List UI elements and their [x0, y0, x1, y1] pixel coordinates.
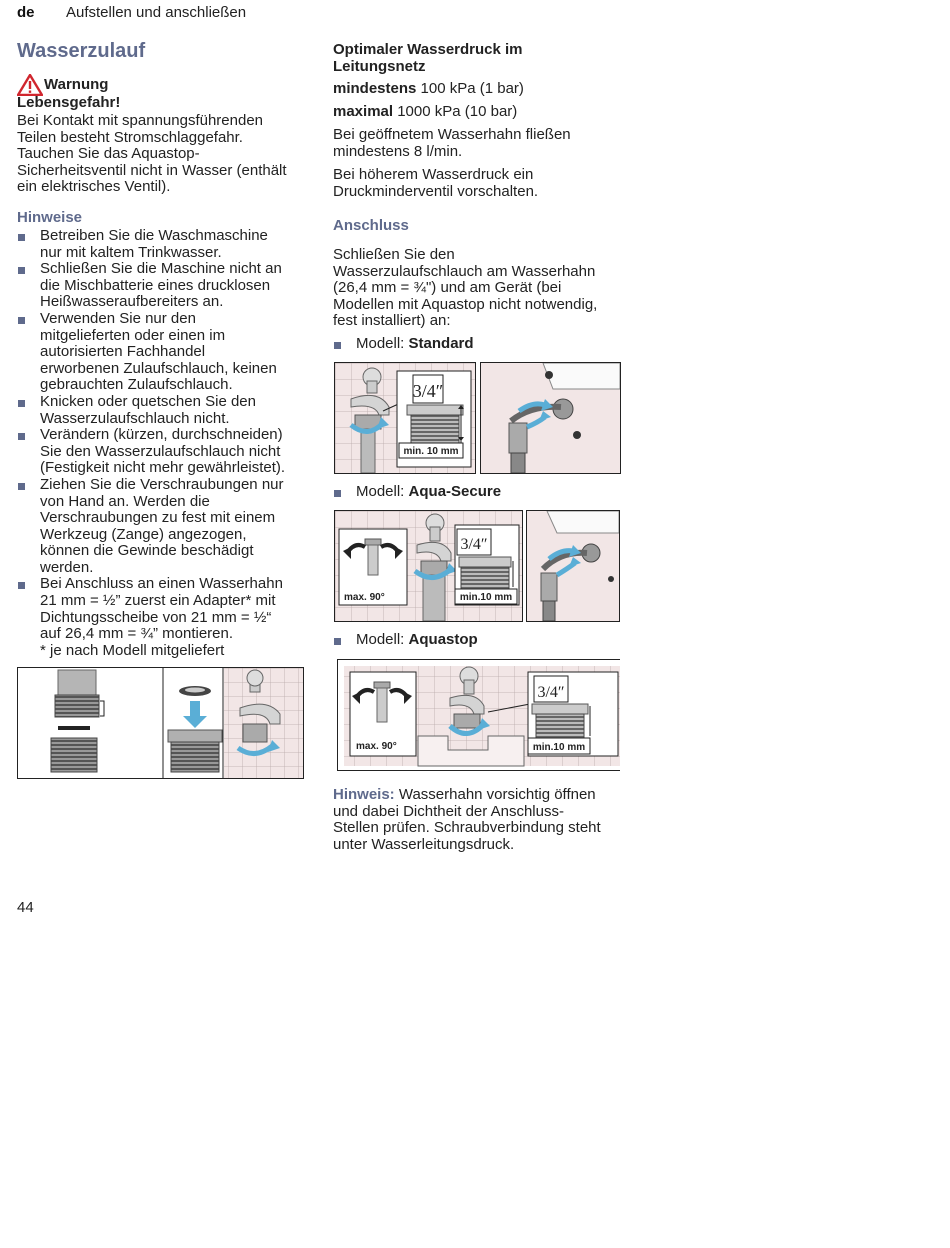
page-title: Wasserzulauf	[17, 40, 146, 62]
list-item: Knicken oder quetschen Sie den Wasserzulaufschlauch nicht.	[17, 394, 317, 427]
aquastop-illustration	[337, 659, 620, 771]
reducer-text: Bei höherem Wasserdruck ein Druckminderventil vorschalten.	[333, 166, 539, 200]
thread-size-label: 3/4″	[412, 381, 444, 401]
aquasecure-device-illustration	[526, 510, 620, 622]
list-item: Bei Anschluss an einen Wasserhahn 21 mm = ½” zuerst ein Adapter* mit Dichtungsscheibe von 21 mm = ½“ auf 26,4 mm = ¾” montieren. * je nach Modell mitgeliefert	[17, 576, 317, 659]
bullet-icon	[334, 342, 341, 349]
adapter-illustration	[17, 667, 304, 779]
section-title: Aufstellen und anschließen	[66, 4, 247, 21]
anschluss-heading: Anschluss	[333, 217, 409, 234]
min-length-label: min.10 mm	[532, 742, 586, 753]
flow-text: Bei geöffnetem Wasserhahn fließen mindestens 8 l/min.	[333, 126, 571, 160]
warning-text	[17, 113, 317, 196]
list-item: Schließen Sie die Maschine nicht an die Mischbatterie eines drucklosen Heißwasseraufbereiters an.	[17, 261, 317, 311]
warning-line: Sicherheitsventil nicht in Wasser (enthält	[17, 161, 287, 179]
min-length-label: min.10 mm	[459, 592, 513, 603]
warning-line: ein elektrisches Ventil).	[17, 178, 171, 196]
thread-size-label: 3/4″	[460, 536, 488, 553]
model-standard-label: Modell: Standard	[356, 335, 474, 352]
bullet-icon	[334, 638, 341, 645]
max-angle-label: max. 90°	[356, 741, 397, 752]
warning-heading: Lebensgefahr!	[17, 94, 121, 111]
warning-label: Warnung	[44, 76, 109, 93]
list-item: Verändern (kürzen, durchschneiden) Sie den Wasserzulaufschlauch nicht (Festigkeit nicht mehr gewährleistet).	[17, 427, 317, 477]
hinweise-list	[17, 228, 317, 659]
list-item: Betreiben Sie die Waschmaschine nur mit kaltem Trinkwasser.	[17, 228, 317, 261]
warning-line: Teilen besteht Stromschlaggefahr.	[17, 128, 243, 146]
list-item: Verwenden Sie nur den mitgelieferten oder einen im autorisierten Fachhandel erworbenen Zulaufschlauch, keinen gebrauchten Zulaufschlauch.	[17, 311, 317, 394]
standard-device-illustration	[480, 362, 621, 474]
warning-line: Bei Kontakt mit spannungsführenden	[17, 112, 263, 129]
language-code: de	[17, 4, 35, 21]
pressure-heading: Optimaler Wasserdruck im Leitungsnetz	[333, 41, 523, 75]
warning-triangle-icon	[17, 74, 43, 96]
warning-line: Tauchen Sie das Aquastop-	[17, 145, 200, 163]
note-label: Hinweis:	[333, 786, 395, 803]
hinweis-note: Hinweis: Wasserhahn vorsichtig öffnen und dabei Dichtheit der Anschluss- Stellen prüfen. Schraubverbindung steht unter Wasserleitungsdruck.	[333, 786, 601, 853]
pressure-min: mindestens 100 kPa (1 bar)	[333, 80, 524, 97]
anschluss-intro: Schließen Sie den Wasserzulaufschlauch am Wasserhahn (26,4 mm = ¾") und am Gerät (bei Modellen mit Aquastop nicht notwendig, fest installiert) an:	[333, 246, 598, 330]
page-number: 44	[17, 899, 34, 916]
bullet-icon	[334, 490, 341, 497]
max-angle-label: max. 90°	[344, 592, 385, 603]
hinweise-heading: Hinweise	[17, 209, 83, 226]
standard-tap-illustration	[334, 362, 476, 474]
min-length-label: min. 10 mm	[403, 446, 459, 457]
thread-size-label: 3/4″	[537, 684, 565, 701]
model-aquastop-label: Modell: Aquastop	[356, 631, 478, 648]
aquasecure-tap-illustration	[334, 510, 523, 622]
model-aquasecure-label: Modell: Aqua-Secure	[356, 483, 502, 500]
pressure-max: maximal 1000 kPa (10 bar)	[333, 103, 518, 120]
list-item: Ziehen Sie die Verschraubungen nur von Hand an. Werden die Verschraubungen zu fest mit einem Werkzeug (Zange) angezogen, können die Gewinde beschädigt werden.	[17, 477, 317, 577]
